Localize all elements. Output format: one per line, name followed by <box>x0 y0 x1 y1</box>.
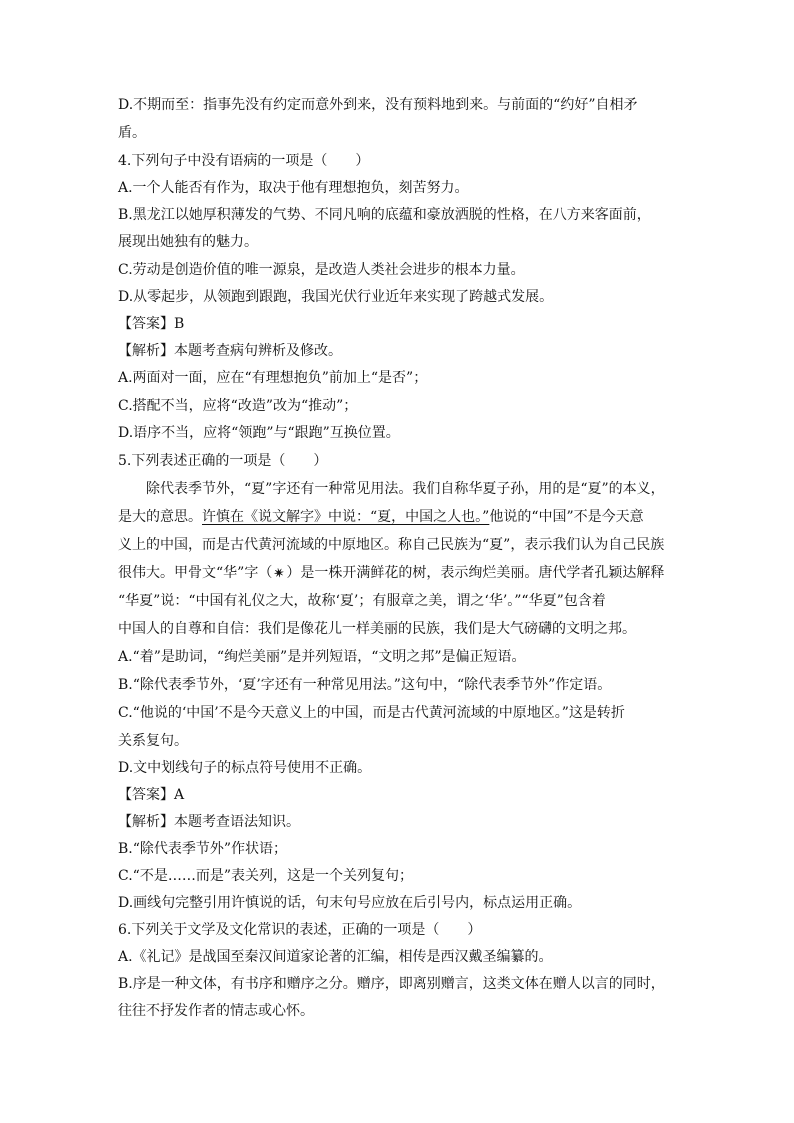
analysis-b: B.“除代表季节外”作状语； <box>118 841 288 857</box>
passage-line: 中国人的自尊和自信：我们是像花儿一样美丽的民族，我们是大气磅礴的文明之邦。 <box>118 621 636 637</box>
passage-line: 义上的中国，而是古代黄河流域的中原地区。称自己民族为“夏”，表示我们认为自己民族 <box>118 537 665 553</box>
option-d: D.文中划线句子的标点符号使用不正确。 <box>118 760 372 776</box>
passage-text: 他说的“中国”不是今天意 <box>489 509 644 525</box>
option-c: C.劳动是创造价值的唯一源泉，是改造人类社会进步的根本力量。 <box>118 262 525 278</box>
passage-text: ）是一株开满鲜花的树，表示绚烂美丽。唐代学者孔颖达解释 <box>286 565 665 581</box>
analysis-label: 【解析】本题考查语法知识。 <box>118 814 300 830</box>
analysis-d: D.画线句完整引用许慎说的话，句末句号应放在后引号内，标点运用正确。 <box>118 895 582 911</box>
option-a: A.一个人能否有作为，取决于他有理想抱负，刻苦努力。 <box>118 180 469 196</box>
option-a: A.《礼记》是战国至秦汉间道家论著的汇编，相传是西汉戴圣编纂的。 <box>118 949 553 965</box>
analysis-c: C.“不是……而是”表关列，这是一个关列复句； <box>118 868 413 884</box>
option-b: B.黑龙江以她厚积薄发的气势、不同凡响的底蕴和豪放洒脱的性格，在八方来客面前， <box>118 207 651 223</box>
option-d: D.从零起步，从领跑到跟跑，我国光伏行业近年来实现了跨越式发展。 <box>118 289 554 305</box>
passage-text: 是大的意思。 <box>118 509 202 525</box>
passage-line: “华夏”说：“中国有礼仪之大，故称‘夏’；有服章之美，谓之‘华’。”“华夏”包含着 <box>118 593 606 609</box>
option-c: C.“他说的‘中国’不是今天意义上的中国，而是古代黄河流域的中原地区。”这是转折 <box>118 705 625 721</box>
analysis-a: A.两面对一面，应在“有理想抱负”前加上“是否”； <box>118 370 428 386</box>
answer-label: 【答案】A <box>118 787 185 803</box>
option-b: B.“除代表季节外，‘夏’字还有一种常见用法。”这句中，“除代表季节外”作定语。 <box>118 677 612 693</box>
option-b-cont: 展现出她独有的魅力。 <box>118 234 258 250</box>
passage-line <box>118 563 678 583</box>
option-a: A.“着”是助词，“绚烂美丽”是并列短语，“文明之邦”是偏正短语。 <box>118 649 526 665</box>
oracle-bone-hua-icon: ✴ <box>272 565 286 581</box>
option-b: B.序是一种文体，有书序和赠序之分。赠序，即离别赠言，这类文体在赠人以言的同时， <box>118 976 665 992</box>
question-6: 6.下列关于文学及文化常识的表述，正确的一项是（ ） <box>118 922 482 938</box>
underlined-sentence: 许慎在《说文解字》中说：“夏，中国之人也。” <box>202 509 490 525</box>
question-5: 5.下列表述正确的一项是（ ） <box>118 453 328 469</box>
question-4: 4.下列句子中没有语病的一项是（ ） <box>118 153 370 169</box>
analysis-label: 【解析】本题考查病句辨析及修改。 <box>118 343 342 359</box>
option-b-cont: 往往不抒发作者的情志或心怀。 <box>118 1003 314 1019</box>
answer-label: 【答案】B <box>118 316 185 332</box>
passage-line: 除代表季节外，“夏”字还有一种常见用法。我们自称华夏子孙，用的是“夏”的本义， <box>146 481 665 497</box>
passage-text: 很伟大。甲骨文“华”字（ <box>118 565 273 581</box>
option-c-cont: 关系复句。 <box>118 733 188 749</box>
passage-line <box>118 507 678 527</box>
analysis-c: C.搭配不当，应将“改造”改为“推动”； <box>118 398 358 414</box>
option-line-cont: 盾。 <box>118 125 146 141</box>
analysis-d: D.语序不当，应将“领跑”与“跟跑”互换位置。 <box>118 425 400 441</box>
option-line: D.不期而至：指事先没有约定而意外到来，没有预料地到来。与前面的“约好”自相矛 <box>118 97 638 113</box>
